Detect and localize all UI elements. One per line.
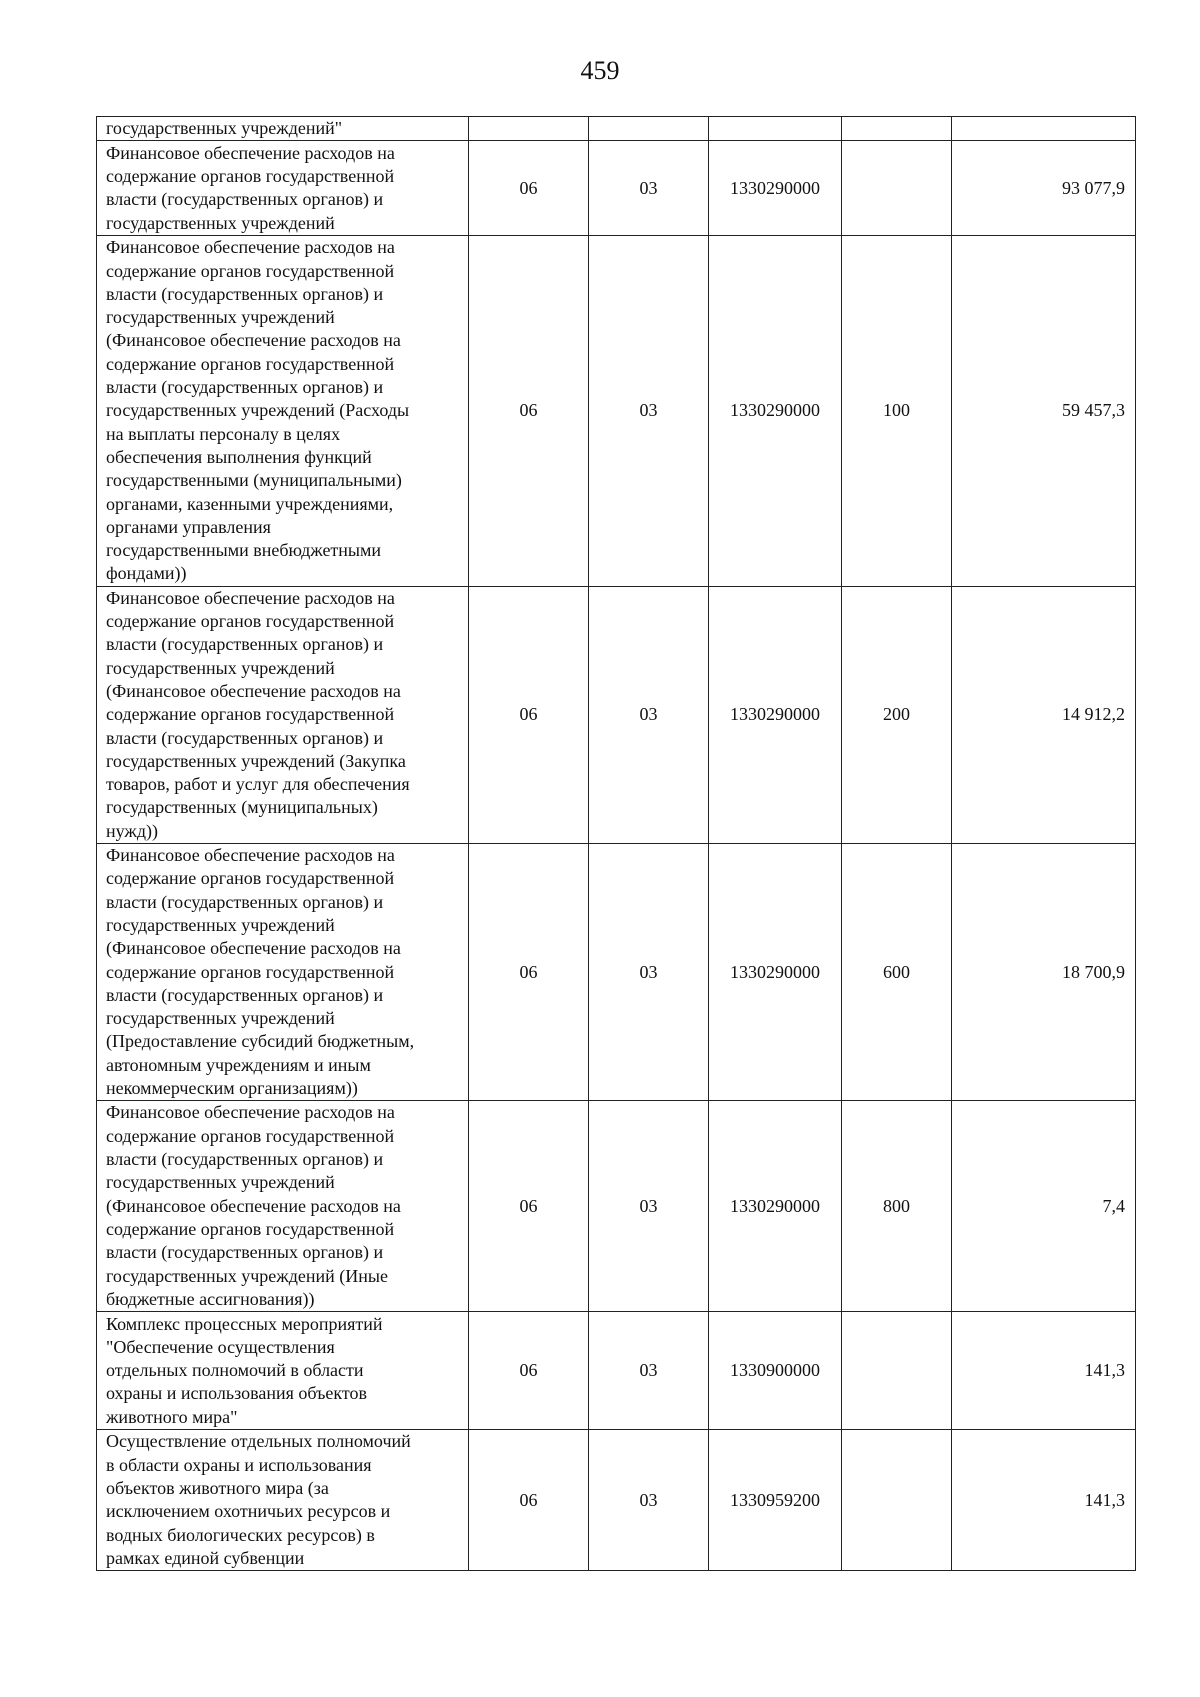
- table-row: [97, 236, 1136, 586]
- cell-amount: 14 912,2: [952, 586, 1136, 843]
- cell-section: 06: [469, 844, 589, 1101]
- cell-expense-type: [842, 117, 952, 141]
- table-row: [97, 1430, 1136, 1571]
- cell-target-article: 1330290000: [709, 844, 842, 1101]
- cell-section: 06: [469, 1312, 589, 1430]
- cell-subsection: 03: [589, 141, 709, 236]
- cell-section: [469, 117, 589, 141]
- table-row: [97, 141, 1136, 236]
- cell-amount: 141,3: [952, 1312, 1136, 1430]
- cell-target-article: 1330290000: [709, 1101, 842, 1312]
- cell-amount: 141,3: [952, 1430, 1136, 1571]
- cell-target-article: 1330290000: [709, 236, 842, 586]
- cell-amount: [952, 117, 1136, 141]
- cell-target-article: 1330959200: [709, 1430, 842, 1571]
- cell-expense-type: 200: [842, 586, 952, 843]
- cell-target-article: 1330900000: [709, 1312, 842, 1430]
- cell-amount: 18 700,9: [952, 844, 1136, 1101]
- cell-section: 06: [469, 1430, 589, 1571]
- table-row: [97, 1312, 1136, 1430]
- cell-expense-type: 100: [842, 236, 952, 586]
- cell-target-article: [709, 117, 842, 141]
- table-row: [97, 117, 1136, 141]
- table-row: [97, 586, 1136, 843]
- cell-subsection: 03: [589, 1312, 709, 1430]
- cell-expense-type: 600: [842, 844, 952, 1101]
- cell-subsection: 03: [589, 844, 709, 1101]
- cell-description: Финансовое обеспечение расходов на содержание органов государственной власти (государственных органов) и государственных учреждений (Финансовое обеспечение расходов на содержание органов государственной власти (государственных органов) и государственных учреждений (Закупка товаров, работ и услуг для обеспечения государственных (муниципальных) нужд)): [97, 586, 469, 843]
- cell-description: Финансовое обеспечение расходов на содержание органов государственной власти (государственных органов) и государственных учреждений (Финансовое обеспечение расходов на содержание органов государственной власти (государственных органов) и государственных учреждений (Иные бюджетные ассигнования)): [97, 1101, 469, 1312]
- cell-section: 06: [469, 141, 589, 236]
- cell-amount: 7,4: [952, 1101, 1136, 1312]
- cell-amount: 59 457,3: [952, 236, 1136, 586]
- cell-section: 06: [469, 586, 589, 843]
- cell-subsection: 03: [589, 586, 709, 843]
- cell-expense-type: [842, 141, 952, 236]
- table-row: [97, 1101, 1136, 1312]
- cell-section: 06: [469, 1101, 589, 1312]
- cell-section: 06: [469, 236, 589, 586]
- budget-table: [96, 116, 1136, 1571]
- page-number: 459: [580, 56, 620, 85]
- cell-description: Комплекс процессных мероприятий "Обеспечение осуществления отдельных полномочий в области охраны и использования объектов животного мира": [97, 1312, 469, 1430]
- cell-amount: 93 077,9: [952, 141, 1136, 236]
- cell-expense-type: [842, 1430, 952, 1571]
- cell-description: Финансовое обеспечение расходов на содержание органов государственной власти (государственных органов) и государственных учреждений: [97, 141, 469, 236]
- cell-target-article: 1330290000: [709, 586, 842, 843]
- cell-subsection: 03: [589, 1101, 709, 1312]
- cell-expense-type: [842, 1312, 952, 1430]
- cell-description: Осуществление отдельных полномочий в области охраны и использования объектов животного мира (за исключением охотничьих ресурсов и водных биологических ресурсов) в рамках единой субвенции: [97, 1430, 469, 1571]
- cell-description: Финансовое обеспечение расходов на содержание органов государственной власти (государственных органов) и государственных учреждений (Финансовое обеспечение расходов на содержание органов государственной власти (государственных органов) и государственных учреждений (Расходы на выплаты персоналу в целях обеспечения выполнения функций государственными (муниципальными) органами, казенными учреждениями, органами управления государственными внебюджетными фондами)): [97, 236, 469, 586]
- cell-expense-type: 800: [842, 1101, 952, 1312]
- table-row: [97, 844, 1136, 1101]
- cell-description: государственных учреждений": [97, 117, 469, 141]
- cell-target-article: 1330290000: [709, 141, 842, 236]
- cell-subsection: 03: [589, 1430, 709, 1571]
- cell-subsection: [589, 117, 709, 141]
- cell-subsection: 03: [589, 236, 709, 586]
- cell-description: Финансовое обеспечение расходов на содержание органов государственной власти (государственных органов) и государственных учреждений (Финансовое обеспечение расходов на содержание органов государственной власти (государственных органов) и государственных учреждений (Предоставление субсидий бюджетным, автономным учреждениям и иным некоммерческим организациям)): [97, 844, 469, 1101]
